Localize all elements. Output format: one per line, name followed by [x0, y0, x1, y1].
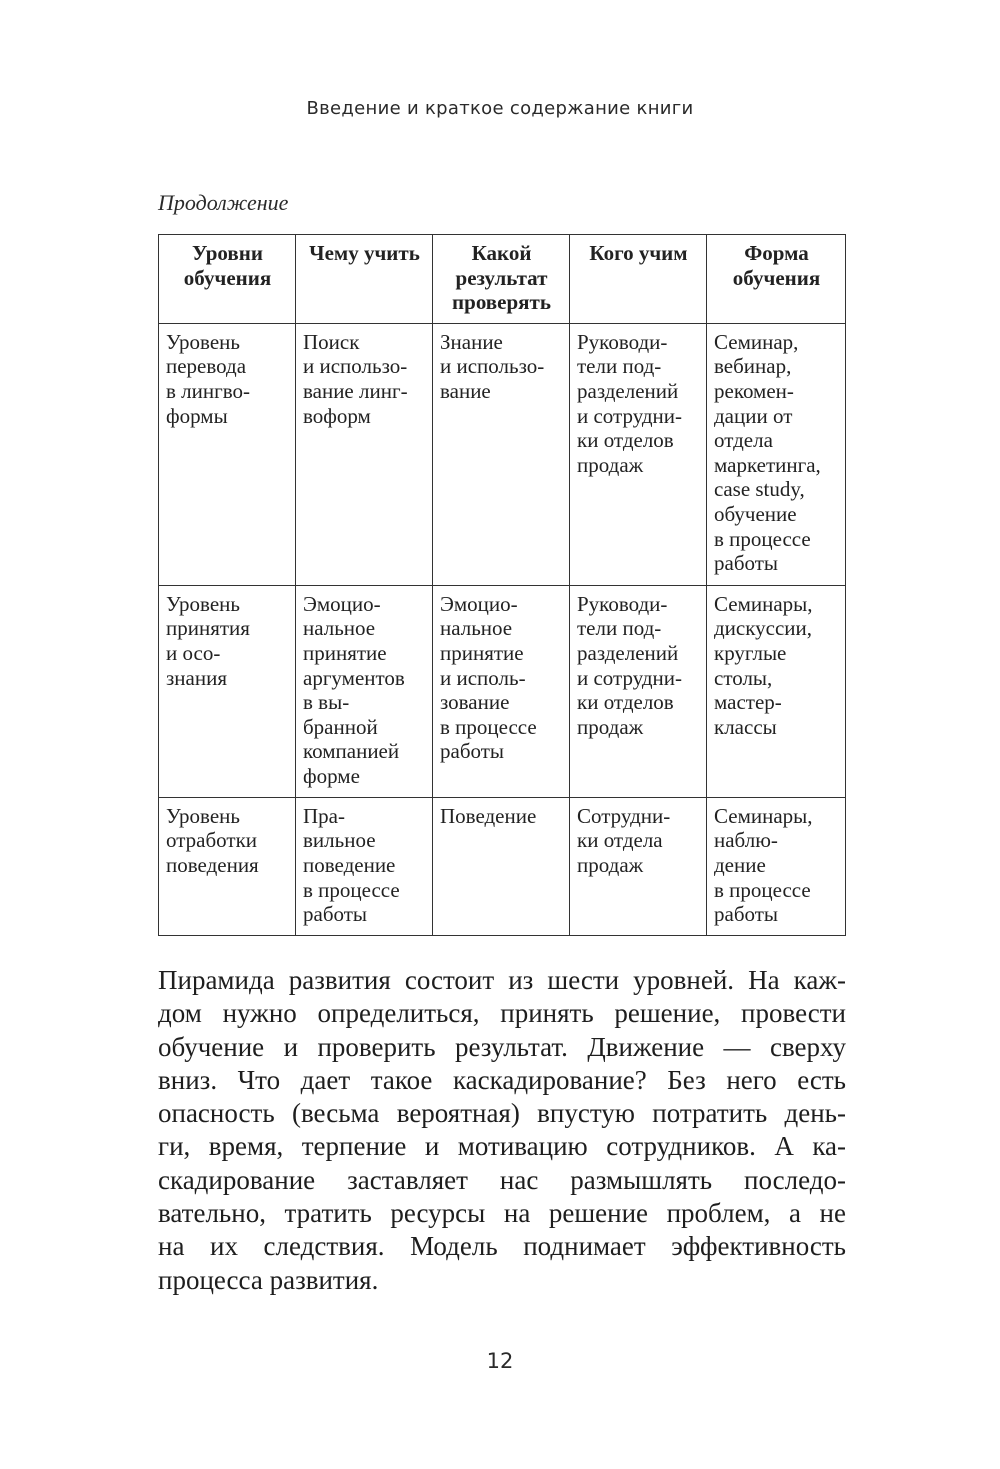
- cell-line: тели под-: [577, 616, 662, 641]
- cell-line: поведения: [166, 852, 259, 877]
- cell-line: работы: [440, 739, 505, 764]
- cell-line: нальное: [303, 616, 376, 641]
- table-cell: [707, 323, 846, 585]
- cell-line: воформ: [303, 403, 371, 428]
- table-cell: [570, 797, 707, 935]
- cell-line: Руководи-: [577, 329, 668, 354]
- body-paragraph: [158, 964, 846, 1297]
- table-cell: [159, 323, 296, 585]
- cell-line: Уровень: [166, 803, 240, 828]
- cell-line: рекомен-: [714, 378, 794, 403]
- cell-line: отработки: [166, 828, 258, 853]
- body-line: ги, время, терпение и мотивацию сотрудников. А ка-: [158, 1131, 846, 1162]
- cell-line: Чему учить: [309, 241, 420, 265]
- cell-line: аргументов: [303, 665, 405, 690]
- cell-line: Сотрудни-: [577, 803, 671, 828]
- cell-line: мастер-: [714, 690, 782, 715]
- cell-line: дение: [714, 852, 766, 877]
- header-cell: [707, 235, 846, 324]
- body-line: вательно, тратить ресурсы на решение проблем, а не: [158, 1198, 846, 1229]
- cell-line: работы: [714, 902, 779, 927]
- header-cell: [433, 235, 570, 324]
- cell-line: вание: [440, 378, 491, 403]
- table-cell: [570, 323, 707, 585]
- cell-line: в процессе: [440, 714, 537, 739]
- header-cell: [296, 235, 433, 324]
- table-cell: [296, 585, 433, 797]
- body-line: обучение и проверить результат. Движение — сверху: [158, 1031, 846, 1062]
- cell-line: дискуссии,: [714, 616, 813, 641]
- cell-line: столы,: [714, 665, 773, 690]
- cell-line: Уровень: [166, 329, 240, 354]
- table-cell: [159, 797, 296, 935]
- cell-line: маркетинга,: [714, 452, 821, 477]
- cell-line: ки отделов: [577, 690, 674, 715]
- cell-line: поведение: [303, 852, 396, 877]
- cell-line: результат: [455, 265, 548, 290]
- cell-line: форме: [303, 763, 360, 788]
- body-line: дом нужно определиться, принять решение, провести: [158, 998, 846, 1029]
- body-line: вниз. Что дает такое каскадирование? Без него есть: [158, 1064, 846, 1095]
- cell-line: и сотрудни-: [577, 665, 683, 690]
- cell-line: в вы-: [303, 690, 350, 715]
- cell-line: Семинар,: [714, 329, 799, 354]
- cell-line: Эмоцио-: [303, 591, 381, 616]
- table-cell: [296, 323, 433, 585]
- cell-line: case study,: [714, 477, 805, 502]
- cell-line: Поведение: [440, 803, 537, 828]
- cell-line: круглые: [714, 640, 787, 665]
- cell-line: Семинары,: [714, 803, 813, 828]
- cell-line: и использо-: [303, 354, 408, 379]
- cell-line: Поиск: [303, 329, 360, 354]
- table-cell: [570, 585, 707, 797]
- cell-line: и исполь-: [440, 665, 526, 690]
- body-line: опасность (весьма вероятная) впустую потратить день-: [158, 1098, 846, 1129]
- cell-line: ки отдела: [577, 828, 663, 853]
- cell-line: Эмоцио-: [440, 591, 518, 616]
- cell-line: Уровни: [192, 241, 263, 265]
- cell-line: обучения: [183, 265, 272, 290]
- cell-line: бранной: [303, 714, 378, 739]
- cell-line: компанией: [303, 739, 400, 764]
- table-header-row: [159, 235, 846, 324]
- header-cell: [159, 235, 296, 324]
- table-cell: [707, 585, 846, 797]
- cell-line: продаж: [577, 714, 644, 739]
- cell-line: Уровень: [166, 591, 240, 616]
- cell-line: обучение: [714, 501, 797, 526]
- cell-line: классы: [714, 714, 777, 739]
- body-line: Пирамида развития состоит из шести уровней. На каж-: [158, 965, 846, 995]
- table-cell: [296, 797, 433, 935]
- table-row: [159, 585, 846, 797]
- cell-line: и использо-: [440, 354, 545, 379]
- body-line: процесса развития.: [158, 1264, 379, 1295]
- table-cell: [707, 797, 846, 935]
- cell-line: разделений: [577, 378, 679, 403]
- cell-line: Форма: [744, 241, 809, 265]
- cell-line: Кого учим: [589, 241, 688, 265]
- cell-line: принятие: [303, 640, 387, 665]
- cell-line: перевода: [166, 354, 247, 379]
- cell-line: и сотрудни-: [577, 403, 683, 428]
- cell-line: вебинар,: [714, 354, 792, 379]
- cell-line: продаж: [577, 452, 644, 477]
- cell-line: формы: [166, 403, 228, 428]
- cell-line: разделений: [577, 640, 679, 665]
- cell-line: отдела: [714, 428, 773, 453]
- table-cell: [159, 585, 296, 797]
- cell-line: Руководи-: [577, 591, 668, 616]
- continuation-label: Продолжение: [158, 190, 289, 215]
- training-levels-table: [158, 234, 846, 936]
- cell-line: Какой: [471, 241, 532, 265]
- cell-line: принятие: [440, 640, 524, 665]
- cell-line: Семинары,: [714, 591, 813, 616]
- cell-line: работы: [714, 551, 779, 576]
- cell-line: вание линг-: [303, 378, 408, 403]
- cell-line: вильное: [303, 828, 376, 853]
- table-row: [159, 323, 846, 585]
- cell-line: ки отделов: [577, 428, 674, 453]
- cell-line: Пра-: [303, 803, 345, 828]
- cell-line: знания: [166, 665, 227, 690]
- cell-line: дации от: [714, 403, 793, 428]
- table-cell: [433, 797, 570, 935]
- table-row: [159, 797, 846, 935]
- header-cell: [570, 235, 707, 324]
- running-head: Введение и краткое содержание книги: [306, 98, 694, 119]
- cell-line: зование: [440, 690, 510, 715]
- cell-line: в лингво-: [166, 378, 250, 403]
- cell-line: нальное: [440, 616, 513, 641]
- cell-line: наблю-: [714, 828, 778, 853]
- cell-line: и осо-: [166, 640, 221, 665]
- cell-line: проверять: [452, 290, 551, 315]
- cell-line: в процессе: [303, 877, 400, 902]
- body-line: на их следствия. Модель поднимает эффективность: [158, 1231, 846, 1262]
- table-cell: [433, 585, 570, 797]
- cell-line: продаж: [577, 852, 644, 877]
- cell-line: Знание: [440, 329, 503, 354]
- table-cell: [433, 323, 570, 585]
- cell-line: в процессе: [714, 877, 811, 902]
- body-line: скадирование заставляет нас размышлять последо-: [158, 1164, 846, 1195]
- cell-line: принятия: [166, 616, 250, 641]
- cell-line: обучения: [732, 265, 821, 290]
- cell-line: в процессе: [714, 526, 811, 551]
- cell-line: тели под-: [577, 354, 662, 379]
- cell-line: работы: [303, 902, 368, 927]
- page-number: 12: [486, 1349, 514, 1373]
